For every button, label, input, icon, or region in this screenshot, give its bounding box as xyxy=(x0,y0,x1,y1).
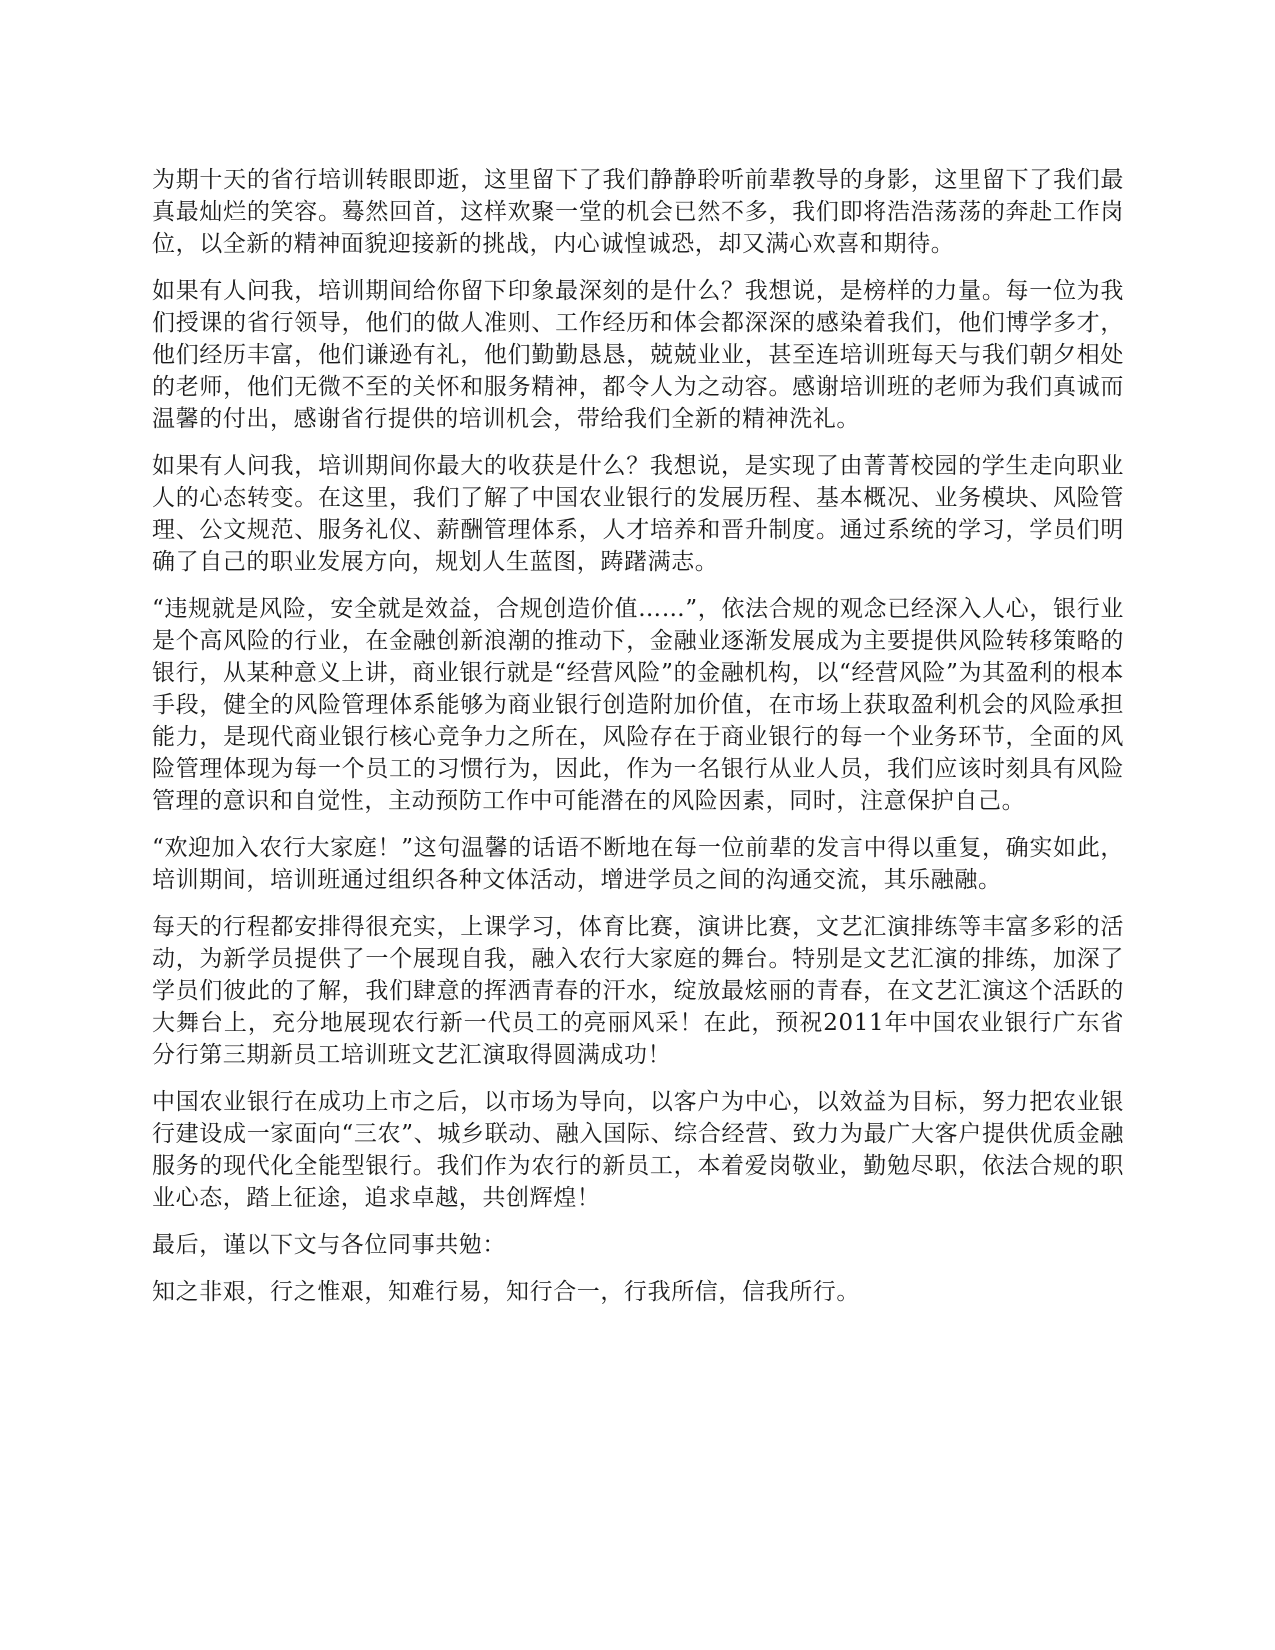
paragraph-motto: 知之非艰，行之惟艰，知难行易，知行合一，行我所信，信我所行。 xyxy=(152,1279,860,1305)
paragraph-intro: 为期十天的省行培训转眼即逝，这里留下了我们静静聆听前辈教导的身影，这里留下了我们最真最灿烂的笑容。蓦然回首，这样欢聚一堂的机会已然不多，我们即将浩浩荡荡的奔赴工作岗位，以全新的精神面貌迎接新的挑战，内心诚惶诚恐，却又满心欢喜和期待。 xyxy=(152,167,1124,257)
paragraph-activities: 每天的行程都安排得很充实，上课学习，体育比赛，演讲比赛，文艺汇演排练等丰富多彩的活动，为新学员提供了一个展现自我，融入农行大家庭的舞台。特别是文艺汇演的排练，加深了学员们彼此的了解，我们肆意的挥洒青春的汗水，绽放最炫丽的青春，在文艺汇演这个活跃的大舞台上，充分地展现农行新一代员工的亮丽风采！在此，预祝2011年中国农业银行广东省分行第三期新员工培训班文艺汇演取得圆满成功！ xyxy=(152,914,1124,1068)
paragraph-closing: 最后，谨以下文与各位同事共勉： xyxy=(152,1232,506,1258)
paragraph-bank-vision: 中国农业银行在成功上市之后，以市场为导向，以客户为中心，以效益为目标，努力把农业银行建设成一家面向“三农”、城乡联动、融入国际、综合经营、致力为最广大客户提供优质金融服务的现代化全能型银行。我们作为农行的新员工，本着爱岗敬业，勤勉尽职，依法合规的职业心态，踏上征途，追求卓越，共创辉煌！ xyxy=(152,1089,1124,1211)
paragraph-role-models: 如果有人问我，培训期间给你留下印象最深刻的是什么？我想说，是榜样的力量。每一位为我们授课的省行领导，他们的做人准则、工作经历和体会都深深的感染着我们，他们博学多才，他们经历丰富，他们谦逊有礼，他们勤勤恳恳，兢兢业业，甚至连培训班每天与我们朝夕相处的老师，他们无微不至的关怀和服务精神，都令人为之动容。感谢培训班的老师为我们真诚而温馨的付出，感谢省行提供的培训机会，带给我们全新的精神洗礼。 xyxy=(152,278,1124,432)
paragraph-risk-compliance: “违规就是风险，安全就是效益，合规创造价值……”，依法合规的观念已经深入人心，银行业是个高风险的行业，在金融创新浪潮的推动下，金融业逐渐发展成为主要提供风险转移策略的银行，从某种意义上讲，商业银行就是“经营风险”的金融机构，以“经营风险”为其盈利的根本手段，健全的风险管理体系能够为商业银行创造附加价值，在市场上获取盈利机会的风险承担能力，是现代商业银行核心竞争力之所在，风险存在于商业银行的每一个业务环节，全面的风险管理体现为每一个员工的习惯行为，因此，作为一名银行从业人员，我们应该时刻具有风险管理的意识和自觉性，主动预防工作中可能潜在的风险因素，同时，注意保护自己。 xyxy=(152,596,1124,814)
paragraph-welcome: “欢迎加入农行大家庭！”这句温馨的话语不断地在每一位前辈的发言中得以重复，确实如此，培训期间，培训班通过组织各种文体活动，增进学员之间的沟通交流，其乐融融。 xyxy=(152,835,1124,893)
document-body xyxy=(152,164,1124,1323)
paragraph-mindset-change: 如果有人问我，培训期间你最大的收获是什么？我想说，是实现了由菁菁校园的学生走向职业人的心态转变。在这里，我们了解了中国农业银行的发展历程、基本概况、业务模块、风险管理、公文规范、服务礼仪、薪酬管理体系，人才培养和晋升制度。通过系统的学习，学员们明确了自己的职业发展方向，规划人生蓝图，踌躇满志。 xyxy=(152,453,1124,575)
